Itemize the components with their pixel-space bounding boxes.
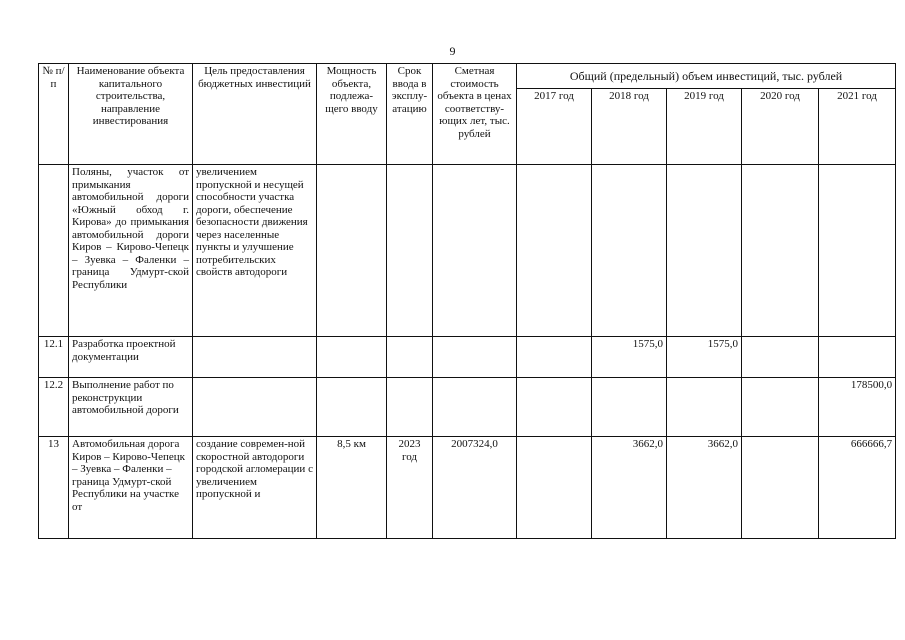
header-capacity: Мощность объекта, подлежа-щего вводу xyxy=(317,64,387,165)
header-year-2020: 2020 год xyxy=(742,89,819,165)
row-y2018 xyxy=(592,165,667,337)
row-capacity: 8,5 км xyxy=(317,437,387,539)
table-row xyxy=(39,437,896,539)
row-y2021: 178500,0 xyxy=(819,378,896,437)
row-num: 12.2 xyxy=(39,378,69,437)
row-y2021 xyxy=(819,337,896,378)
row-term: 2023 год xyxy=(387,437,433,539)
header-num: № п/п xyxy=(39,64,69,165)
row-y2019 xyxy=(667,378,742,437)
table-row xyxy=(39,378,896,437)
table-row xyxy=(39,165,896,337)
row-capacity xyxy=(317,165,387,337)
row-term xyxy=(387,337,433,378)
row-y2020 xyxy=(742,437,819,539)
table-row xyxy=(39,337,896,378)
header-total-volume: Общий (предельный) объем инвестиций, тыс. рублей xyxy=(517,64,896,89)
header-year-2019: 2019 год xyxy=(667,89,742,165)
row-name: Поляны, участок от примыкания автомобильной дороги «Южный обход г. Кирова» до примыкания автомобильной дороги Киров – Кирово-Чепецк – Зуевка – Фаленки – граница Удмурт-ской Республики xyxy=(69,165,193,337)
header-year-2021: 2021 год xyxy=(819,89,896,165)
row-y2017 xyxy=(517,378,592,437)
row-goal xyxy=(193,337,317,378)
row-term xyxy=(387,378,433,437)
row-num: 12.1 xyxy=(39,337,69,378)
row-y2019: 3662,0 xyxy=(667,437,742,539)
row-name: Выполнение работ по реконструкции автомобильной дороги xyxy=(69,378,193,437)
row-y2018: 3662,0 xyxy=(592,437,667,539)
row-estimate xyxy=(433,165,517,337)
row-capacity xyxy=(317,337,387,378)
header-year-2017: 2017 год xyxy=(517,89,592,165)
header-estimate: Сметная стоимость объекта в ценах соответству-ющих лет, тыс. рублей xyxy=(433,64,517,165)
row-term xyxy=(387,165,433,337)
row-name: Автомобильная дорога Киров – Кирово-Чепецк – Зуевка – Фаленки – граница Удмурт-ской Республики на участке от xyxy=(69,437,193,539)
row-y2018 xyxy=(592,378,667,437)
row-y2021: 666666,7 xyxy=(819,437,896,539)
row-estimate xyxy=(433,337,517,378)
row-name: Разработка проектной документации xyxy=(69,337,193,378)
header-year-2018: 2018 год xyxy=(592,89,667,165)
row-goal: увеличением пропускной и несущей способности участка дороги, обеспечение безопасности движения через населенные пункты и улучшение потребительских свойств автодороги xyxy=(193,165,317,337)
row-goal: создание современ-ной скоростной автодороги городской агломерации с увеличением пропускной и xyxy=(193,437,317,539)
row-capacity xyxy=(317,378,387,437)
header-name: Наименование объекта капитального строительства, направление инвестирования xyxy=(69,64,193,165)
row-num: 13 xyxy=(39,437,69,539)
row-y2019: 1575,0 xyxy=(667,337,742,378)
row-y2021 xyxy=(819,165,896,337)
row-y2020 xyxy=(742,165,819,337)
row-y2018: 1575,0 xyxy=(592,337,667,378)
row-y2017 xyxy=(517,165,592,337)
row-y2017 xyxy=(517,437,592,539)
row-goal xyxy=(193,378,317,437)
row-y2020 xyxy=(742,337,819,378)
row-y2019 xyxy=(667,165,742,337)
row-num xyxy=(39,165,69,337)
row-y2017 xyxy=(517,337,592,378)
investment-table xyxy=(38,63,896,539)
header-term: Срок ввода в эксплу-атацию xyxy=(387,64,433,165)
row-estimate: 2007324,0 xyxy=(433,437,517,539)
page-number: 9 xyxy=(449,44,456,58)
row-estimate xyxy=(433,378,517,437)
header-goal: Цель предоставления бюджетных инвестиций xyxy=(193,64,317,165)
row-y2020 xyxy=(742,378,819,437)
